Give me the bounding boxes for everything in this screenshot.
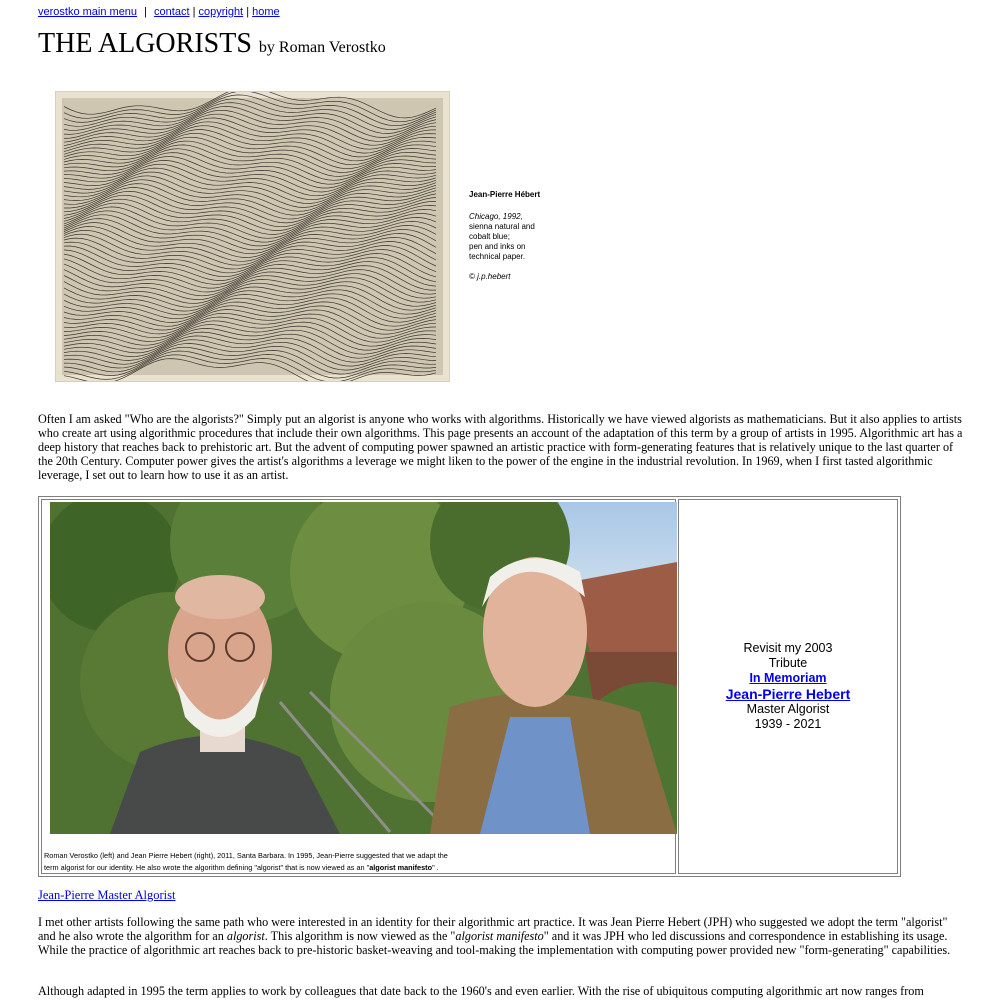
- page-title-main: THE ALGORISTS: [38, 28, 252, 59]
- artwork-medium-line: sienna natural and: [469, 222, 535, 231]
- tribute-dates: 1939 - 2021: [754, 717, 822, 731]
- tribute-cell: [678, 499, 898, 874]
- page-title-byline: by Roman Verostko: [258, 39, 386, 56]
- nav-separator: |: [246, 6, 250, 18]
- portrait-photo-illustration: [50, 502, 677, 834]
- artwork-caption: [469, 190, 599, 282]
- emphasis-algorist-manifesto: algorist manifesto: [455, 929, 544, 943]
- algorist-history-paragraph: I met other artists following the same path who were interested in an identity for their algorithmic art practice. It was Jean Pierre Hebert (JPH) who suggested we adopt the term "algorist" and he also wrote the algorithm for an algorist. This algorithm is now viewed as the "algorist manifesto" and it was JPH who led discussions and correspondence in establishing its usage. While the practice of algorithmic art reaches back to pre-historic basket-weaving and tool-making the implementation with computing power provided new "form-generating" capabilities.: [38, 915, 951, 957]
- main-menu-link[interactable]: verostko main menu: [38, 6, 138, 18]
- home-link[interactable]: home: [252, 6, 280, 18]
- algorist-range-paragraph: Although adapted in 1995 the term applies to work by colleagues that date back to the 1960's and even earlier. With the rise of ubiquitous computing algorithmic art now ranges from: [38, 984, 924, 998]
- photo-table: [38, 496, 901, 877]
- artwork-medium-line: technical paper.: [469, 252, 526, 261]
- emphasis-algorist: algorist: [226, 929, 265, 943]
- nav-separator: |: [144, 6, 147, 18]
- artwork-copyright: © j.p.hebert: [469, 272, 511, 281]
- artwork-artist: Jean-Pierre Hébert: [469, 190, 541, 199]
- artwork-medium-line: pen and inks on: [469, 242, 526, 251]
- in-memoriam-link[interactable]: In Memoriam: [749, 671, 827, 685]
- tribute-line: Tribute: [768, 656, 808, 670]
- tribute-line: Master Algorist: [746, 702, 830, 716]
- contact-link[interactable]: contact: [154, 6, 190, 18]
- artwork-image: [55, 91, 450, 382]
- artwork-title: Chicago, 1992,: [469, 212, 523, 221]
- portrait-photo: [50, 502, 677, 834]
- manifesto-emphasis: algorist manifesto: [369, 863, 433, 872]
- copyright-link[interactable]: copyright: [198, 6, 244, 18]
- photo-caption-line: Roman Verostko (left) and Jean Pierre Hebert (right), 2011, Santa Barbara. In 1995, Jean-Pierre suggested that we adapt the: [44, 851, 448, 860]
- photo-cell: [41, 499, 676, 874]
- page-title: [38, 28, 386, 60]
- jean-pierre-master-algorist-link[interactable]: Jean-Pierre Master Algorist: [38, 888, 176, 902]
- top-navigation: [38, 6, 280, 18]
- jean-pierre-hebert-link[interactable]: Jean-Pierre Hebert: [725, 686, 851, 702]
- photo-caption: [44, 850, 669, 874]
- intro-paragraph: Often I am asked "Who are the algorists?" Simply put an algorist is anyone who works with algorithms. Historically we have viewed algorists as mathematicians. But it also applies to artists who create art using algorithmic procedures that include their own algorithms. This page presents an account of the adaptation of this term by a group of artists in 1995. Algorithmic art has a deep history that reaches back to prehistoric art. But the advent of computing power spawned an artistic practice with form-generating features that is relatively unique to the last quarter of the 20th Century. Computer power gives the artist's algorithms a leverage we might liken to the power of the engine in the industrial revolution. In 1969, when I first tasted algorithmic leverage, I set out to learn how to use it as an artist.: [38, 412, 963, 482]
- artwork-medium-line: cobalt blue;: [469, 232, 510, 241]
- photo-caption-line: term algorist for our identity. He also wrote the algorithm defining "algorist" that is now viewed as an "algorist manifesto" .: [44, 863, 439, 872]
- nav-separator: |: [192, 6, 196, 18]
- artwork-line-drawing: [56, 92, 449, 381]
- tribute-line: Revisit my 2003: [743, 641, 833, 655]
